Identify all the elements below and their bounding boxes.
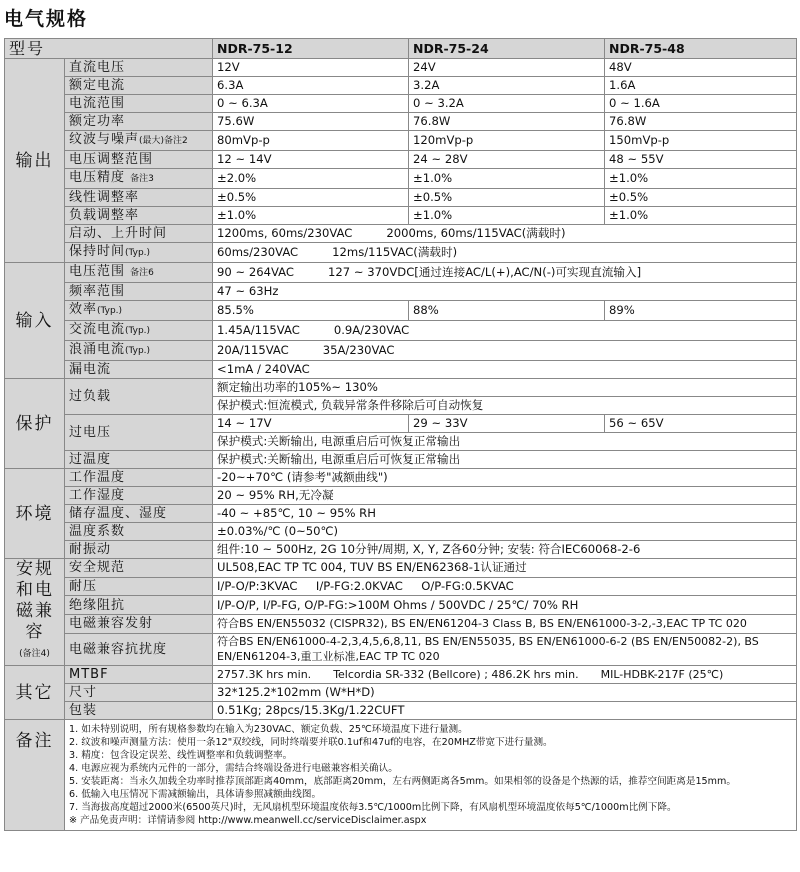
label-note: (Typ.): [125, 248, 151, 258]
cell-value: [213, 243, 797, 263]
row-label: 额定电流: [65, 77, 213, 95]
row-label: 过电压: [65, 415, 213, 451]
cell-value: 额定输出功率的105%~ 130%: [213, 379, 797, 397]
value-part: 60ms/230VAC: [217, 245, 299, 259]
section-title: 安规和电磁兼容: [16, 559, 54, 642]
cell-value: 24V: [409, 59, 605, 77]
cell-value: ±1.0%: [213, 207, 409, 225]
row-label: MTBF: [65, 666, 213, 684]
table-row: [5, 577, 797, 596]
row-label: 过负载: [65, 379, 213, 415]
cell-value: ±1.0%: [605, 207, 797, 225]
row-label: 启动、上升时间: [65, 225, 213, 243]
cell-value: 150mVp-p: [605, 131, 797, 151]
table-row: [5, 263, 797, 283]
table-row: [5, 361, 797, 379]
value-part: 2000ms, 60ms/115VAC(满载时): [386, 226, 566, 240]
cell-value: 符合BS EN/EN61000-4-2,3,4,5,6,8,11, BS EN/EN55035, BS EN/EN61000-6-2 (BS EN/EN50082-2), BS EN/EN61204-3,重工业标准,EAC TP TC 020: [213, 633, 797, 665]
label-note: 备注6: [130, 268, 154, 278]
table-row: [5, 283, 797, 301]
row-label: 温度系数: [65, 523, 213, 541]
row-label: 包装: [65, 702, 213, 720]
model-name: NDR-75-12: [213, 39, 409, 59]
label-note: (Typ.): [125, 346, 151, 356]
cell-value: 76.8W: [605, 113, 797, 131]
table-row: [5, 702, 797, 720]
cell-value: 85.5%: [213, 301, 409, 321]
cell-value: UL508,EAC TP TC 004, TUV BS EN/EN62368-1认证通过: [213, 559, 797, 578]
row-label: 漏电流: [65, 361, 213, 379]
cell-value: 保护模式:关断输出, 电源重启后可恢复正常输出: [213, 433, 797, 451]
model-label: 型号: [5, 39, 213, 59]
value-part: MIL-HDBK-217F (25℃): [600, 668, 724, 681]
section-output: 输出: [5, 59, 65, 263]
cell-value: 保护模式:恒流模式, 负载异常条件移除后可自动恢复: [213, 397, 797, 415]
row-label: 电流范围: [65, 95, 213, 113]
value-part: 35A/230VAC: [322, 343, 395, 357]
cell-value: [213, 321, 797, 341]
cell-value: 0 ~ 1.6A: [605, 95, 797, 113]
model-name: NDR-75-24: [409, 39, 605, 59]
row-label: 安全规范: [65, 559, 213, 578]
value-part: Telcordia SR-332 (Bellcore) ; 486.2K hrs min.: [333, 668, 579, 681]
table-row: [5, 684, 797, 702]
cell-value: I/P-O/P:3KVAC I/P-FG:2.0KVAC O/P-FG:0.5KVAC: [213, 577, 797, 596]
cell-value: 符合BS EN/EN55032 (CISPR32), BS EN/EN61204-3 Class B, BS EN/EN61000-3-2,-3,EAC TP TC 020: [213, 615, 797, 634]
table-row: [5, 720, 797, 831]
section-environment: 环境: [5, 469, 65, 559]
cell-value: ±1.0%: [409, 169, 605, 189]
cell-value: 0 ~ 6.3A: [213, 95, 409, 113]
row-label: 耐压: [65, 577, 213, 596]
row-label: 储存温度、湿度: [65, 505, 213, 523]
cell-value: ±2.0%: [213, 169, 409, 189]
table-row: [5, 451, 797, 469]
cell-value: 保护模式:关断输出, 电源重启后可恢复正常输出: [213, 451, 797, 469]
value-part: 1200ms, 60ms/230VAC: [217, 226, 353, 240]
label-text: 电压精度: [69, 170, 126, 185]
table-row: [5, 633, 797, 665]
table-row: [5, 321, 797, 341]
label-note: (Typ.): [97, 306, 123, 316]
table-row: [5, 596, 797, 615]
cell-value: 56 ~ 65V: [605, 415, 797, 433]
table-row: [5, 301, 797, 321]
cell-value: 12 ~ 14V: [213, 151, 409, 169]
label-note: 备注3: [130, 174, 154, 184]
row-label: 频率范围: [65, 283, 213, 301]
cell-value: ±1.0%: [605, 169, 797, 189]
table-row: [5, 225, 797, 243]
section-input: 输入: [5, 263, 65, 379]
cell-value: I/P-O/P, I/P-FG, O/P-FG:>100M Ohms / 500VDC / 25℃/ 70% RH: [213, 596, 797, 615]
table-row: [5, 77, 797, 95]
row-label: 额定功率: [65, 113, 213, 131]
cell-value: 48 ~ 55V: [605, 151, 797, 169]
value-part: 90 ~ 264VAC: [217, 265, 294, 279]
table-row: [5, 189, 797, 207]
cell-value: 0 ~ 3.2A: [409, 95, 605, 113]
cell-value: [213, 341, 797, 361]
note-item: 2. 纹波和噪声测量方法：使用一条12"双绞线，同时终端要并联0.1uf和47uf的电容，在20MHZ带宽下进行量测。: [69, 737, 553, 748]
label-note: (最大)备注2: [139, 136, 188, 146]
cell-value: ±0.03%/℃ (0~50℃): [213, 523, 797, 541]
cell-value: [213, 263, 797, 283]
table-row: [5, 151, 797, 169]
table-row: [5, 505, 797, 523]
row-label: 电压调整范围: [65, 151, 213, 169]
table-row: [5, 207, 797, 225]
notes-list: [65, 720, 797, 831]
label-text: 纹波与噪声: [69, 132, 140, 147]
row-label: 工作温度: [65, 469, 213, 487]
cell-value: ±0.5%: [605, 189, 797, 207]
row-label: 负载调整率: [65, 207, 213, 225]
value-part: 127 ~ 370VDC[通过连接AC/L(+),AC/N(-)可实现直流输入]: [328, 265, 642, 279]
section-others: 其它: [5, 666, 65, 720]
cell-value: 47 ~ 63Hz: [213, 283, 797, 301]
cell-value: 88%: [409, 301, 605, 321]
label-text: 电压范围: [69, 264, 126, 279]
cell-value: 80mVp-p: [213, 131, 409, 151]
cell-value: ±0.5%: [213, 189, 409, 207]
cell-value: ±0.5%: [409, 189, 605, 207]
label-text: 保持时间: [69, 244, 126, 259]
cell-value: 48V: [605, 59, 797, 77]
value-part: 2757.3K hrs min.: [217, 668, 312, 681]
row-label: [65, 341, 213, 361]
table-row: [5, 379, 797, 397]
cell-value: <1mA / 240VAC: [213, 361, 797, 379]
cell-value: 24 ~ 28V: [409, 151, 605, 169]
table-row: [5, 523, 797, 541]
row-label: 绝缘阻抗: [65, 596, 213, 615]
section-note: (备注4): [19, 649, 50, 659]
cell-value: 0.51Kg; 28pcs/15.3Kg/1.22CUFT: [213, 702, 797, 720]
value-part: 1.45A/115VAC: [217, 323, 300, 337]
value-part: 0.9A/230VAC: [333, 323, 410, 337]
note-item: ※ 产品免责声明：详情请参阅 http://www.meanwell.cc/serviceDisclaimer.aspx: [69, 815, 427, 826]
note-item: 6. 低输入电压情况下需减额输出，具体请参照减额曲线图。: [69, 789, 322, 800]
table-row: [5, 131, 797, 151]
label-text: 交流电流: [69, 322, 126, 337]
cell-value: [213, 666, 797, 684]
page-title: 电气规格: [4, 8, 89, 30]
table-row: [5, 487, 797, 505]
table-row: [5, 415, 797, 433]
row-label: [65, 169, 213, 189]
row-label: 耐振动: [65, 541, 213, 559]
cell-value: -20~+70℃ (请参考"减额曲线"): [213, 469, 797, 487]
row-label: [65, 263, 213, 283]
cell-value: 76.8W: [409, 113, 605, 131]
value-part: 12ms/115VAC(满载时): [332, 245, 458, 259]
note-item: 1. 如未特别说明，所有规格参数均在输入为230VAC、额定负载、25℃环境温度下进行量测。: [69, 724, 468, 735]
table-row: [5, 243, 797, 263]
cell-value: [213, 225, 797, 243]
cell-value: 3.2A: [409, 77, 605, 95]
note-item: 3. 精度：包含设定误差、线性调整率和负载调整率。: [69, 750, 293, 761]
row-label: [65, 243, 213, 263]
cell-value: 14 ~ 17V: [213, 415, 409, 433]
row-label: 过温度: [65, 451, 213, 469]
row-label: 直流电压: [65, 59, 213, 77]
cell-value: 12V: [213, 59, 409, 77]
cell-value: 75.6W: [213, 113, 409, 131]
table-row: [5, 95, 797, 113]
section-protection: 保护: [5, 379, 65, 469]
table-row: [5, 666, 797, 684]
label-text: 效率: [69, 302, 98, 317]
table-row: [5, 559, 797, 578]
note-item: 4. 电源应视为系统内元件的一部分，需结合终端设备进行电磁兼容相关确认。: [69, 763, 398, 774]
table-row: [5, 469, 797, 487]
cell-value: 组件:10 ~ 500Hz, 2G 10分钟/周期, X, Y, Z各60分钟; 安装: 符合IEC60068-2-6: [213, 541, 797, 559]
table-row: [5, 59, 797, 77]
row-label: 电磁兼容发射: [65, 615, 213, 634]
row-label: 电磁兼容抗扰度: [65, 633, 213, 665]
cell-value: 20 ~ 95% RH,无冷凝: [213, 487, 797, 505]
row-label: [65, 301, 213, 321]
cell-value: 6.3A: [213, 77, 409, 95]
value-part: 20A/115VAC: [217, 343, 289, 357]
table-row: [5, 39, 797, 59]
spec-table: [4, 38, 797, 831]
row-label: [65, 131, 213, 151]
table-row: [5, 169, 797, 189]
table-row: [5, 541, 797, 559]
cell-value: 1.6A: [605, 77, 797, 95]
table-row: [5, 615, 797, 634]
row-label: 工作湿度: [65, 487, 213, 505]
row-label: [65, 321, 213, 341]
cell-value: 32*125.2*102mm (W*H*D): [213, 684, 797, 702]
cell-value: ±1.0%: [409, 207, 605, 225]
cell-value: -40 ~ +85℃, 10 ~ 95% RH: [213, 505, 797, 523]
label-text: 浪涌电流: [69, 342, 126, 357]
note-item: 5. 安装距离：当永久加载全功率时推荐顶部距离40mm，底部距离20mm，左右两侧距离各5mm。如果相邻的设备是个热源的话，推荐空间距离是15mm。: [69, 776, 736, 787]
cell-value: 120mVp-p: [409, 131, 605, 151]
label-note: (Typ.): [125, 326, 151, 336]
note-item: 7. 当海拔高度超过2000米(6500英尺)时，无风扇机型环境温度依每3.5℃/1000m比例下降，有风扇机型环境温度依每5℃/1000m比例下降。: [69, 802, 677, 813]
table-row: [5, 113, 797, 131]
row-label: 尺寸: [65, 684, 213, 702]
table-row: [5, 341, 797, 361]
model-name: NDR-75-48: [605, 39, 797, 59]
cell-value: 29 ~ 33V: [409, 415, 605, 433]
section-safety: [5, 559, 65, 666]
cell-value: 89%: [605, 301, 797, 321]
row-label: 线性调整率: [65, 189, 213, 207]
section-notes: 备注: [5, 720, 65, 831]
